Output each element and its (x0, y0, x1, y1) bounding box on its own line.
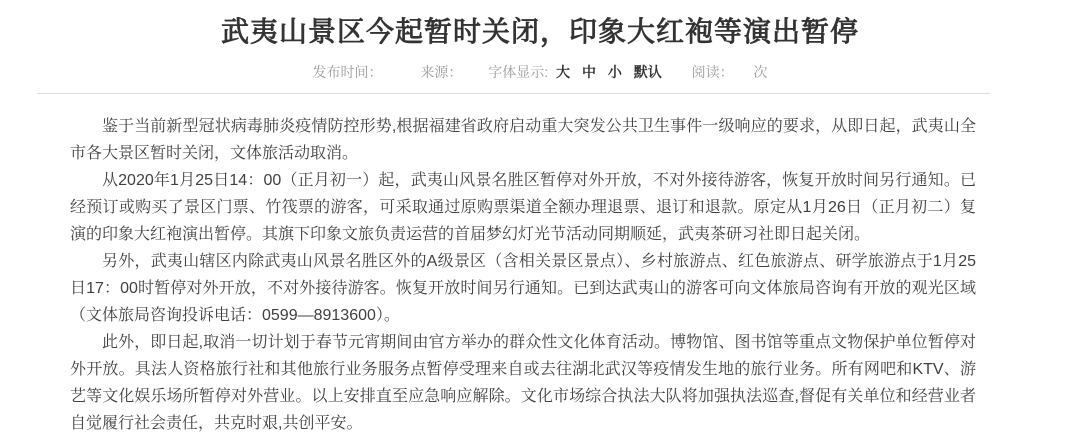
read-count-label: 阅读： (691, 64, 734, 80)
header-divider (37, 93, 990, 94)
paragraph-other-attractions-closure: 另外，武夷山辖区内除武夷山风景名胜区外的A级景区（含相关景区景点）、乡村旅游点、红色旅游点、研学旅游点于1月25日17：00时暂停对外开放，不对外接待游客。恢复开放时间另行通知。已到达武夷山的游客可向文体旅局咨询有开放的观光区域（文体旅局咨询投诉电话：0599—8913600）。 (70, 253, 976, 324)
font-size-default-button[interactable]: 默认 (633, 64, 662, 80)
read-count-unit: 次 (753, 64, 768, 80)
article-body (70, 113, 976, 436)
font-size-large-button[interactable]: 大 (556, 64, 571, 80)
paragraph-overview: 鉴于当前新型冠状病毒肺炎疫情防控形势,根据福建省政府启动重大突发公共卫生事件一级响应的要求，从即日起，武夷山全市各大景区暂时关闭，文体旅活动取消。 (70, 118, 976, 162)
font-display-label: 字体显示: (488, 64, 549, 80)
source-label: 来源： (420, 64, 463, 80)
article-header (0, 0, 1080, 94)
font-size-small-button[interactable]: 小 (607, 64, 622, 80)
publish-time-label: 发布时间： (312, 64, 383, 80)
article-meta-bar (0, 62, 1080, 82)
paragraph-scenic-area-closure: 从2020年1月25日14：00（正月初一）起，武夷山风景名胜区暂停对外开放，不对外接待游客，恢复开放时间另行通知。已经预订或购买了景区门票、竹筏票的游客，可采取通过原购票渠道全额办理退票、退订和退款。原定从1月26日（正月初二）复演的印象大红袍演出暂停。其旗下印象文旅负责运营的首届梦幻灯光节活动同期顺延，武夷茶研习社即日起关闭。 (70, 172, 976, 243)
page-title: 武夷山景区今起暂时关闭，印象大红袍等演出暂停 (220, 17, 859, 48)
paragraph-cultural-activities-cancellation: 此外，即日起,取消一切计划于春节元宵期间由官方举办的群众性文化体育活动。博物馆、图书馆等重点文物保护单位暂停对外开放。具法人资格旅行社和其他旅行业务服务点暂停受理来自或去往湖北武汉等疫情发生地的旅行业务。所有网吧和KTV、游艺等文化娱乐场所暂停对外营业。以上安排直至应急响应解除。文化市场综合执法大队将加强执法巡查,督促有关单位和经营业者自觉履行社会责任，共克时艰,共创平安。 (70, 334, 976, 432)
font-size-medium-button[interactable]: 中 (581, 64, 596, 80)
